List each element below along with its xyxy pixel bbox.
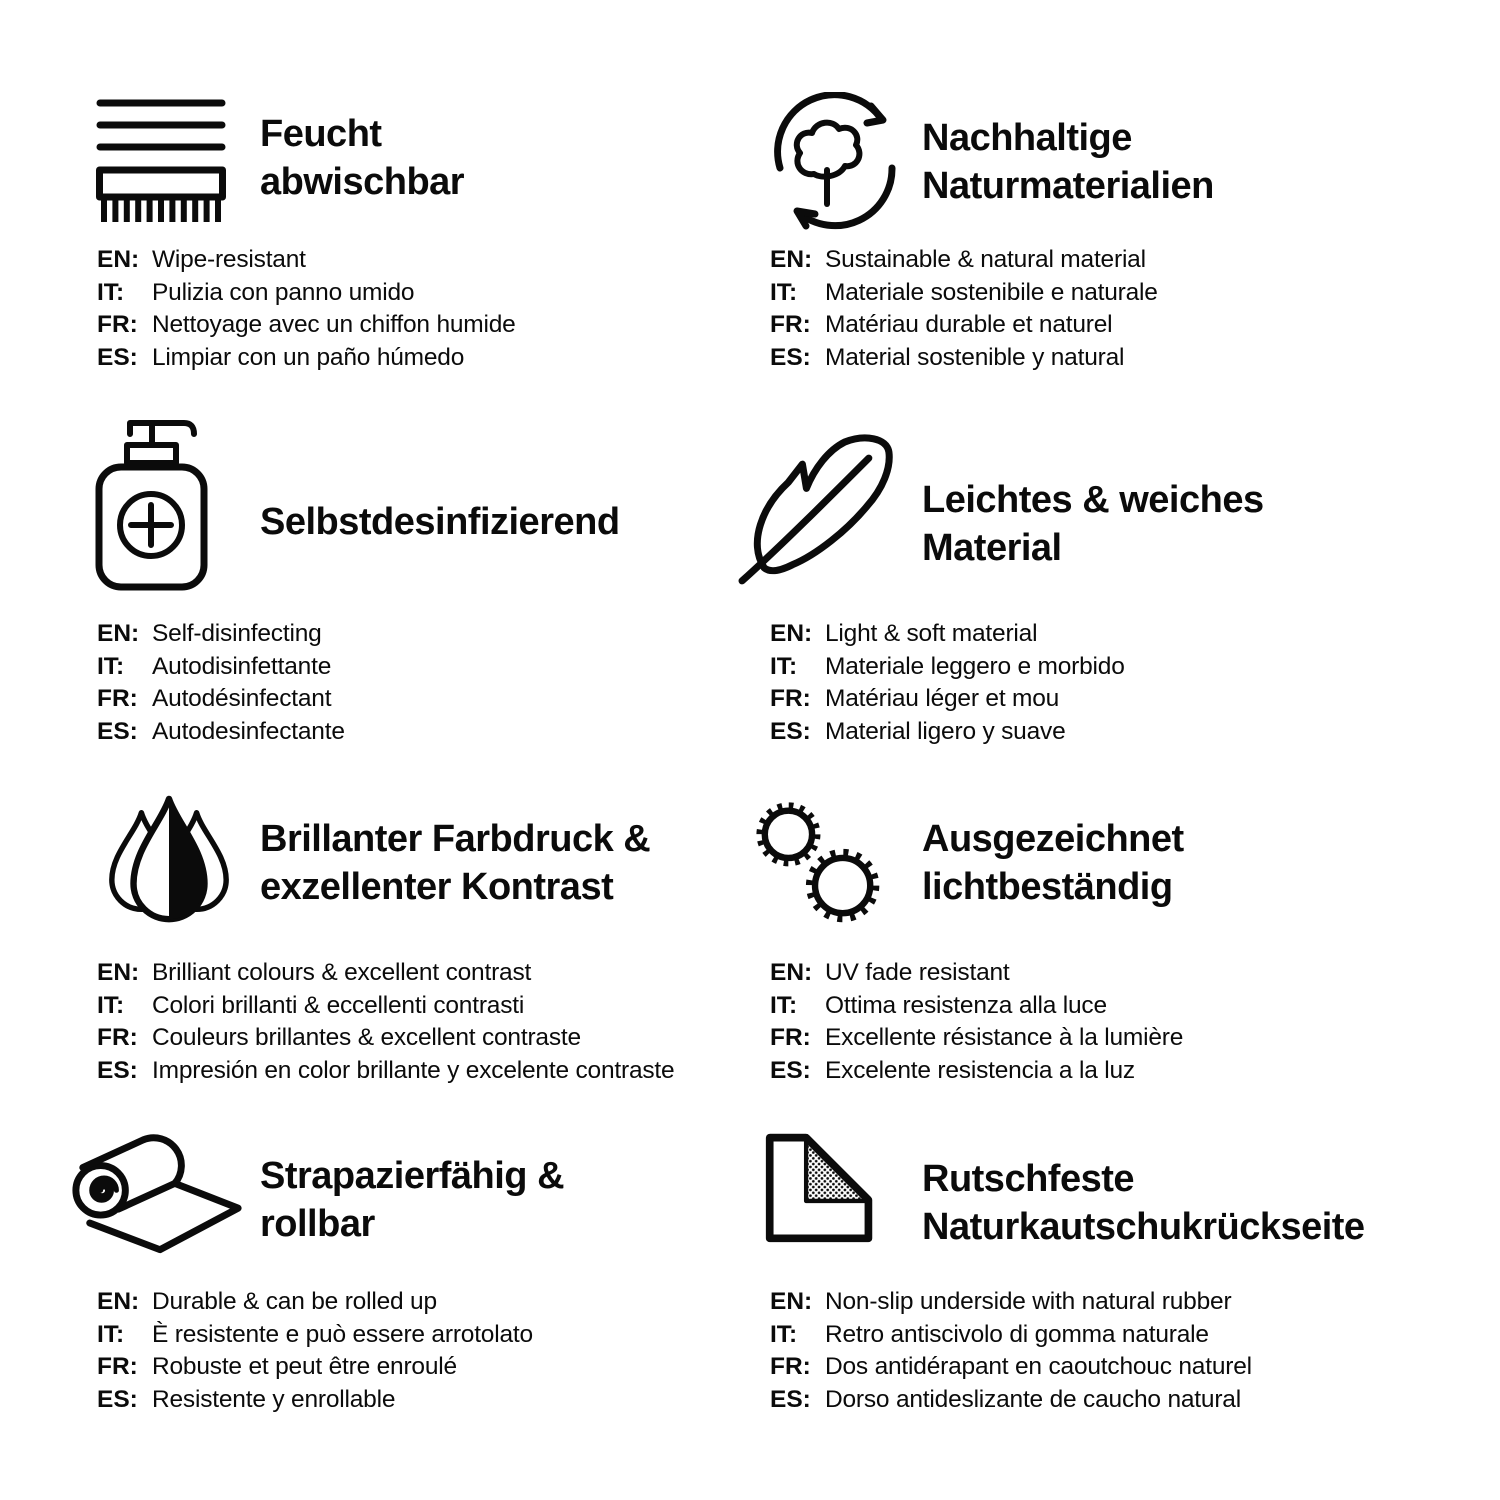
language-label: EN: <box>770 959 813 986</box>
translation-text: Ottima resistenza alla luce <box>825 991 1107 1019</box>
translation-list <box>97 1286 533 1416</box>
language-label: IT: <box>97 652 125 680</box>
language-label: IT: <box>770 652 798 680</box>
language-label: EN: <box>770 246 813 273</box>
translation-text: Autodésinfectant <box>152 685 332 713</box>
translation-list <box>97 957 674 1087</box>
feature-title <box>260 1152 564 1248</box>
language-label: ES: <box>770 717 811 745</box>
translation-text: Excelente resistencia a la luz <box>825 1056 1135 1084</box>
translation-row <box>770 651 1125 684</box>
title-line: Naturkautschukrückseite <box>922 1206 1365 1248</box>
language-label: ES: <box>97 1056 138 1084</box>
translation-row <box>770 244 1158 277</box>
feature-title <box>260 110 464 206</box>
uv-gears-icon <box>751 790 884 923</box>
translation-row <box>97 309 516 342</box>
translation-row <box>770 309 1158 342</box>
translation-row <box>97 1286 533 1319</box>
translation-row <box>770 957 1183 990</box>
feature-title <box>922 114 1214 210</box>
translation-list <box>770 244 1158 374</box>
translation-row <box>770 1384 1252 1417</box>
translation-text: Brilliant colours & excellent contrast <box>152 959 532 986</box>
language-label: EN: <box>97 1288 140 1315</box>
title-line: lichtbeständig <box>922 866 1173 908</box>
language-label: FR: <box>770 685 811 713</box>
translation-row <box>770 1286 1252 1319</box>
translation-text: Impresión en color brillante y excelente contraste <box>152 1056 675 1084</box>
translation-row <box>97 618 345 651</box>
translation-row <box>97 342 516 375</box>
translation-row <box>97 277 516 310</box>
non-slip-corner-icon <box>763 1131 878 1246</box>
language-label: FR: <box>770 311 811 339</box>
translation-text: Self-disinfecting <box>152 620 322 647</box>
title-line: abwischbar <box>260 161 465 203</box>
translation-text: Nettoyage avec un chiffon humide <box>152 311 516 339</box>
title-line: Selbstdesinfizierend <box>260 501 620 543</box>
translation-list <box>770 1286 1252 1416</box>
language-label: EN: <box>97 620 140 647</box>
translation-text: Matériau léger et mou <box>825 685 1060 713</box>
translation-row <box>770 716 1125 749</box>
translation-list <box>97 618 345 748</box>
translation-row <box>97 1351 533 1384</box>
title-line: exzellenter Kontrast <box>260 866 614 908</box>
wipe-brush-icon <box>95 97 227 225</box>
translation-text: Material sostenible y natural <box>825 343 1125 371</box>
language-label: ES: <box>97 343 138 371</box>
feather-icon <box>736 430 902 586</box>
title-line: Brillanter Farbdruck & <box>260 818 651 860</box>
translation-row <box>97 651 345 684</box>
title-line: Feucht <box>260 113 382 155</box>
translation-text: Materiale sostenibile e naturale <box>825 278 1158 306</box>
soap-dispenser-icon <box>94 410 234 610</box>
translation-text: Limpiar con un paño húmedo <box>152 343 465 371</box>
language-label: IT: <box>97 278 125 306</box>
translation-text: Matériau durable et naturel <box>825 311 1113 339</box>
translation-text: Retro antiscivolo di gomma naturale <box>825 1320 1209 1348</box>
feature-title <box>922 476 1264 572</box>
title-line: Material <box>922 527 1062 569</box>
translation-row <box>770 1319 1252 1352</box>
translation-list <box>770 957 1183 1087</box>
translation-text: Dos antidérapant en caoutchouc naturel <box>825 1353 1252 1381</box>
language-label: EN: <box>770 1288 813 1315</box>
title-line: rollbar <box>260 1203 375 1245</box>
translation-row <box>97 990 674 1023</box>
translation-text: Robuste et peut être enroulé <box>152 1353 457 1381</box>
translation-text: Autodisinfettante <box>152 652 332 680</box>
translation-text: Durable & can be rolled up <box>152 1288 437 1315</box>
language-label: FR: <box>97 685 138 713</box>
rolled-mat-icon <box>64 1128 252 1276</box>
translation-text: Resistente y enrollable <box>152 1385 396 1413</box>
language-label: EN: <box>97 246 140 273</box>
translation-text: Non-slip underside with natural rubber <box>825 1288 1232 1315</box>
title-line: Ausgezeichnet <box>922 818 1184 860</box>
title-line: Nachhaltige <box>922 117 1132 159</box>
translation-row <box>97 716 345 749</box>
feature-title <box>922 815 1184 911</box>
translation-list <box>770 618 1125 748</box>
language-label: FR: <box>770 1353 811 1381</box>
translation-text: Wipe-resistant <box>152 246 306 273</box>
feature-title <box>260 815 650 911</box>
translation-text: Material ligero y suave <box>825 717 1066 745</box>
title-line: Rutschfeste <box>922 1158 1134 1200</box>
ink-drops-icon <box>100 793 238 931</box>
language-label: IT: <box>97 1320 125 1348</box>
translation-row <box>97 683 345 716</box>
translation-text: Sustainable & natural material <box>825 246 1146 273</box>
translation-row <box>770 1055 1183 1088</box>
translation-text: UV fade resistant <box>825 959 1010 986</box>
translation-text: Dorso antideslizante de caucho natural <box>825 1385 1241 1413</box>
language-label: ES: <box>97 1385 138 1413</box>
translation-text: Materiale leggero e morbido <box>825 652 1125 680</box>
language-label: ES: <box>770 1385 811 1413</box>
language-label: FR: <box>770 1024 811 1052</box>
translation-row <box>770 990 1183 1023</box>
translation-row <box>770 683 1125 716</box>
language-label: IT: <box>770 278 798 306</box>
translation-row <box>770 1351 1252 1384</box>
translation-row <box>97 1022 674 1055</box>
translation-row <box>97 957 674 990</box>
translation-text: Excellente résistance à la lumière <box>825 1024 1184 1052</box>
language-label: FR: <box>97 311 138 339</box>
language-label: ES: <box>770 1056 811 1084</box>
translation-row <box>770 1022 1183 1055</box>
translation-text: Autodesinfectante <box>152 717 345 745</box>
translation-row <box>97 1319 533 1352</box>
translation-row <box>97 1055 674 1088</box>
translation-list <box>97 244 516 374</box>
translation-row <box>770 277 1158 310</box>
language-label: FR: <box>97 1353 138 1381</box>
recycle-tree-icon <box>772 92 904 231</box>
feature-title <box>260 498 620 546</box>
translation-row <box>770 342 1158 375</box>
translation-row <box>770 618 1125 651</box>
language-label: ES: <box>97 717 138 745</box>
language-label: IT: <box>770 991 798 1019</box>
title-line: Strapazierfähig & <box>260 1155 565 1197</box>
translation-row <box>97 244 516 277</box>
translation-text: Pulizia con panno umido <box>152 278 415 306</box>
language-label: FR: <box>97 1024 138 1052</box>
feature-title <box>922 1155 1365 1251</box>
translation-text: Couleurs brillantes & excellent contraste <box>152 1024 581 1052</box>
language-label: IT: <box>770 1320 798 1348</box>
translation-row <box>97 1384 533 1417</box>
language-label: EN: <box>770 620 813 647</box>
title-line: Leichtes & weiches <box>922 479 1264 521</box>
translation-text: Colori brillanti & eccellenti contrasti <box>152 991 525 1019</box>
translation-text: È resistente e può essere arrotolato <box>152 1320 533 1348</box>
language-label: IT: <box>97 991 125 1019</box>
translation-text: Light & soft material <box>825 620 1038 647</box>
title-line: Naturmaterialien <box>922 165 1214 207</box>
language-label: EN: <box>97 959 140 986</box>
language-label: ES: <box>770 343 811 371</box>
